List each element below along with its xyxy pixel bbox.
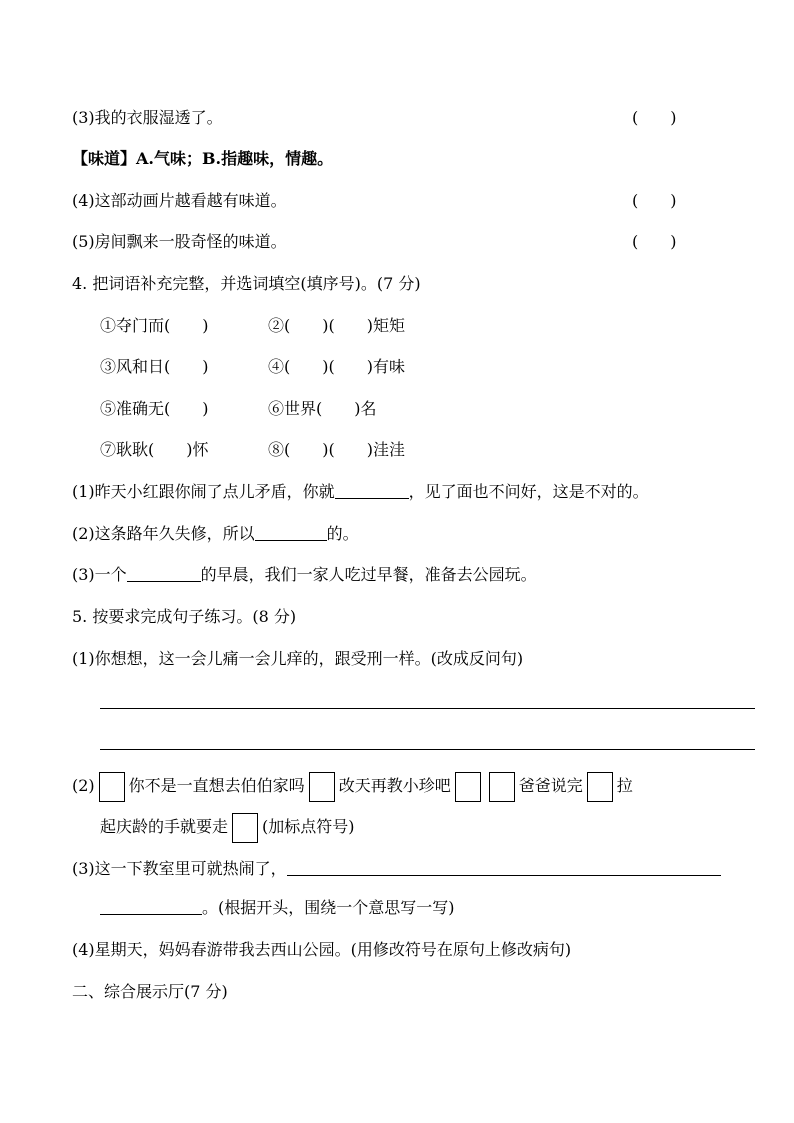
q4-option-3: ③风和日( ) [100,357,209,376]
q4-s2-start: (2)这条路年久失修，所以 [72,524,255,543]
q5-s2-part5: 起庆龄的手就要走 [100,817,229,836]
q5-s3-end: 。(根据开头，围绕一个意思写一写) [202,898,455,917]
punctuation-box[interactable] [489,772,515,802]
q5-sentence-4: (4)星期天，妈妈春游带我去西山公园。(用修改符号在原句上修改病句) [72,940,572,959]
q5-sentence-2-line2 [100,812,355,843]
punctuation-box[interactable] [455,772,481,802]
weidao-label: 【味道】 [72,149,137,168]
q5-sentence-3-line1 [72,858,721,880]
answer-paren-5[interactable]: ( ) [632,232,677,251]
q4-s3-end: 的早晨，我们一家人吃过早餐，准备去公园玩。 [200,565,537,584]
section-2-heading: 二、综合展示厅(7 分) [72,982,228,1001]
q5-s2-instruction: (加标点符号) [262,817,355,836]
q4-s1-end: ，见了面也不问好，这是不对的。 [408,482,649,501]
q5-title: 5. 按要求完成句子练习。(8 分) [72,607,297,626]
q4-option-2: ②( )( )矩矩 [268,316,405,335]
q4-s1-start: (1)昨天小红跟你闹了点儿矛盾，你就 [72,482,335,501]
punctuation-box[interactable] [232,813,258,843]
fill-blank[interactable] [255,524,327,541]
punctuation-box[interactable] [309,772,335,802]
fill-blank[interactable] [100,898,202,915]
fill-blank[interactable] [335,482,409,499]
q5-s2-part4: 拉 [616,776,633,795]
q5-sentence-1: (1)你想想，这一会儿痛一会儿痒的，跟受刑一样。(改成反问句) [72,649,524,668]
q5-s2-part2: 改天再教小珍吧 [338,776,451,795]
fill-blank[interactable] [127,565,201,582]
q4-option-5: ⑤准确无( ) [100,399,209,418]
q5-s2-part1: 你不是一直想去伯伯家吗 [128,776,305,795]
answer-line[interactable] [100,708,755,709]
q5-s2-number: (2) [72,776,95,795]
q3-item-5: (5)房间飘来一股奇怪的味道。 [72,232,287,251]
q5-sentence-2-line1 [72,771,633,802]
punctuation-box[interactable] [99,772,125,802]
answer-paren-4[interactable]: ( ) [632,191,677,210]
q4-sentence-2 [72,523,359,545]
answer-paren-3[interactable]: ( ) [632,108,677,127]
q4-sentence-3 [72,564,537,586]
weidao-def: A.气味；B.指趣味，情趣。 [136,149,334,168]
q4-option-7: ⑦耿耿( )怀 [100,440,209,459]
punctuation-box[interactable] [587,772,613,802]
q5-s2-part3: 爸爸说完 [518,776,583,795]
q5-s3-start: (3)这一下教室里可就热闹了， [72,859,287,878]
q4-sentence-1 [72,481,649,503]
q4-option-1: ①夺门而( ) [100,316,209,335]
q4-title: 4. 把词语补充完整，并选词填空(填序号)。(7 分) [72,274,421,293]
q4-option-8: ⑧( )( )洼洼 [268,440,405,459]
q3-item-4: (4)这部动画片越看越有味道。 [72,191,287,210]
q4-s3-start: (3)一个 [72,565,127,584]
q4-option-6: ⑥世界( )名 [268,399,377,418]
q3-item-3: (3)我的衣服湿透了。 [72,108,223,127]
q5-sentence-3-line2 [100,897,455,919]
weidao-definition [72,148,333,170]
answer-line[interactable] [100,749,755,750]
q4-option-4: ④( )( )有味 [268,357,405,376]
q4-s2-end: 的。 [326,524,359,543]
fill-blank[interactable] [287,859,721,876]
